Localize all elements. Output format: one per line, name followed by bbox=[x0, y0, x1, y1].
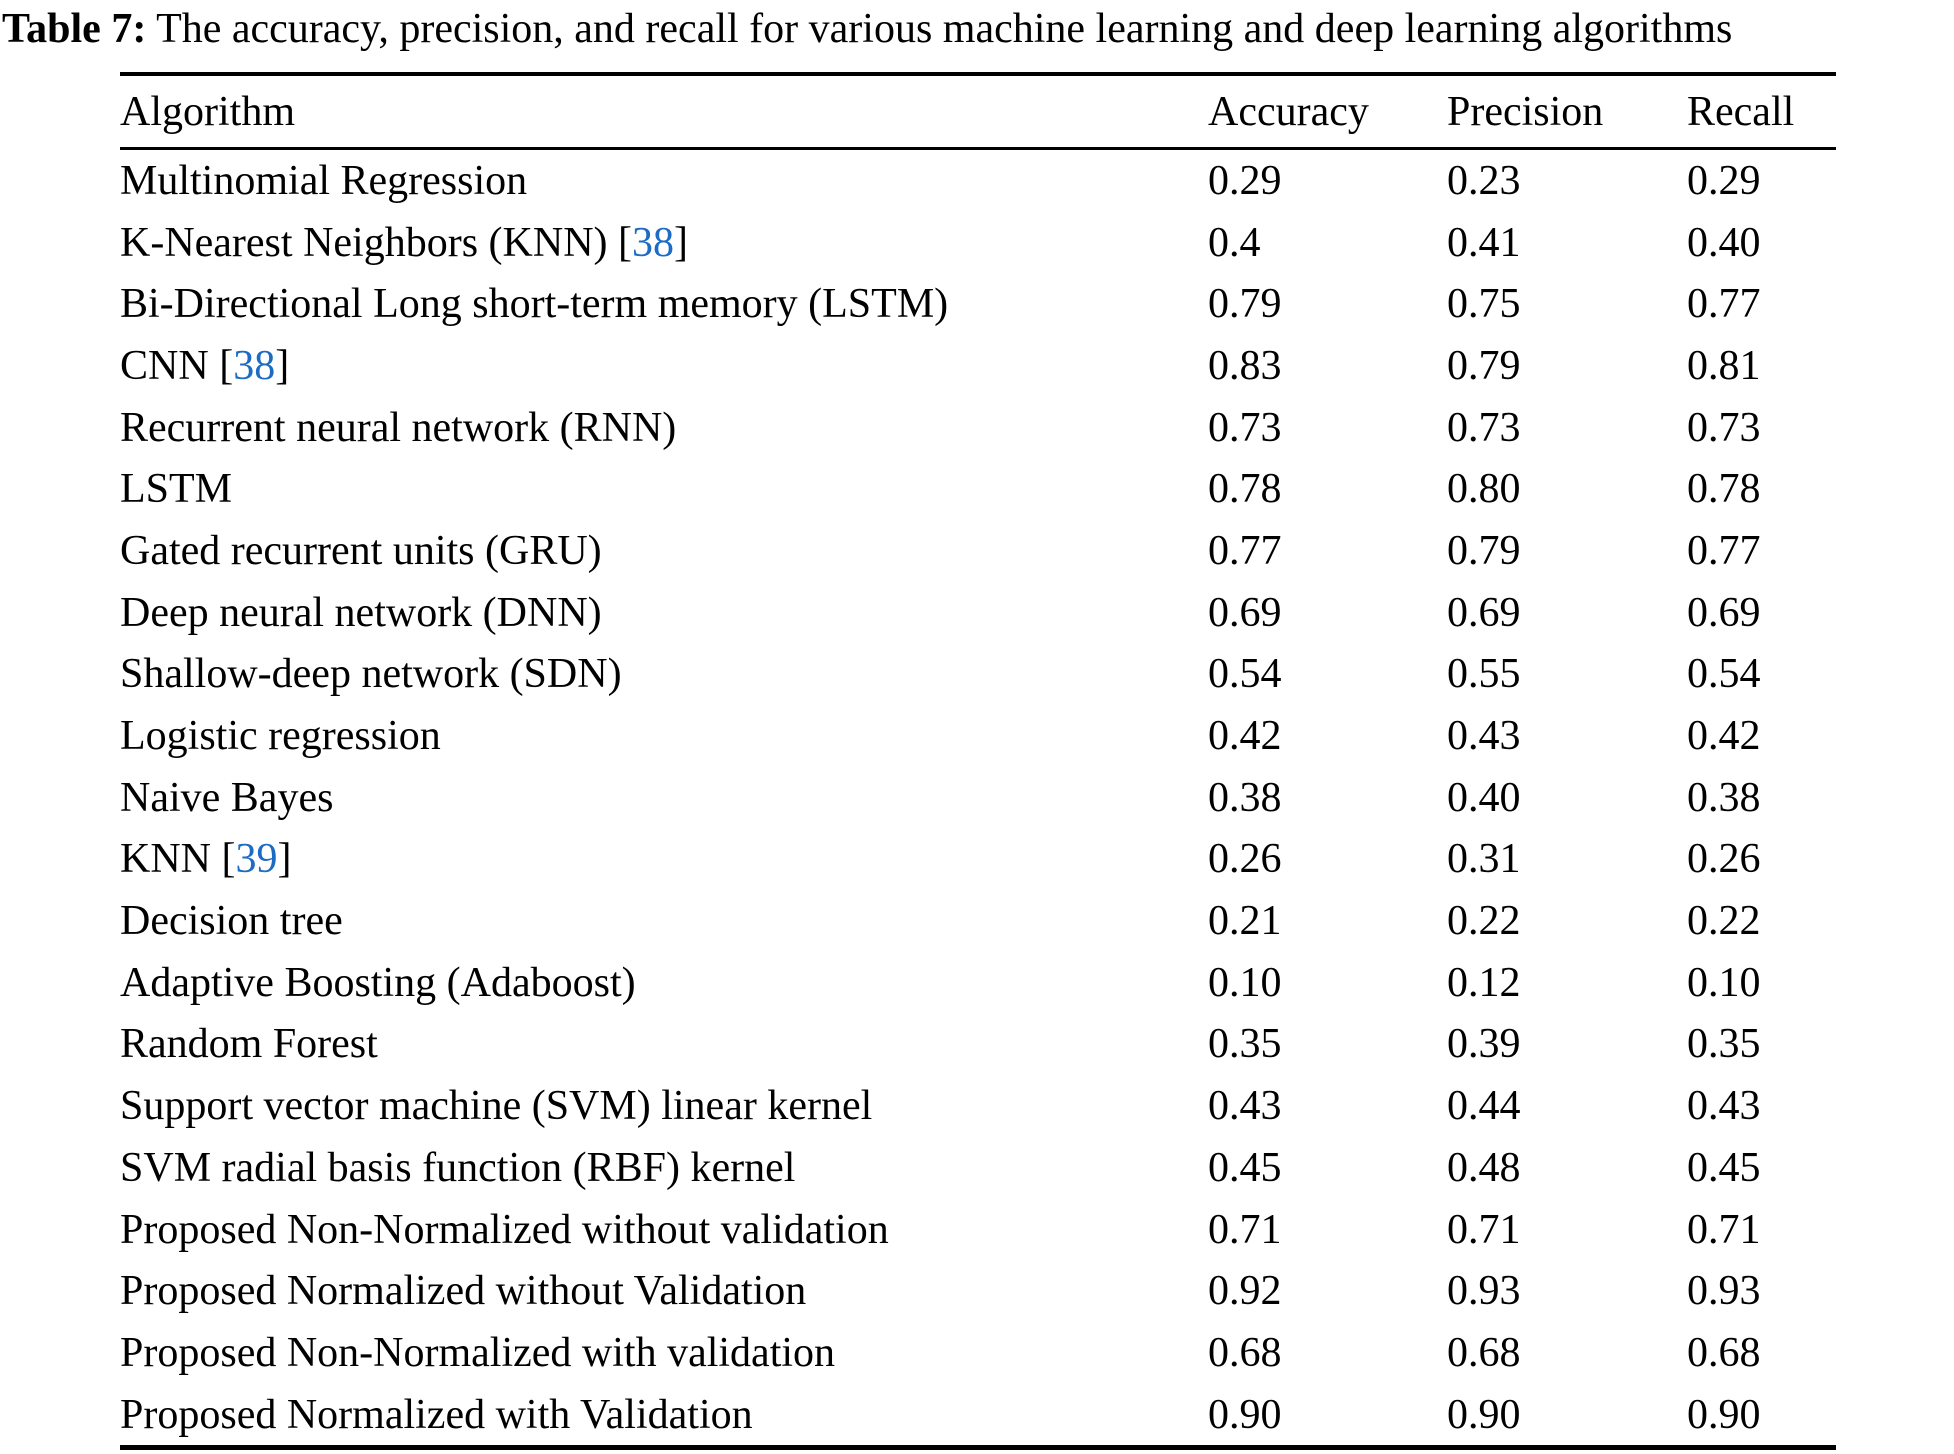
precision-value: 0.41 bbox=[1447, 219, 1521, 266]
accuracy-value: 0.73 bbox=[1208, 404, 1282, 451]
table-body bbox=[120, 150, 1836, 1450]
table-row bbox=[120, 952, 1836, 1014]
recall-value: 0.93 bbox=[1687, 1268, 1761, 1315]
citation-open-bracket: [ bbox=[211, 836, 236, 883]
recall-value: 0.43 bbox=[1687, 1083, 1761, 1130]
accuracy-value: 0.10 bbox=[1208, 959, 1282, 1006]
precision-value: 0.43 bbox=[1447, 713, 1521, 760]
citation-open-bracket: [ bbox=[208, 342, 234, 389]
recall-value: 0.77 bbox=[1687, 527, 1761, 574]
citation-link[interactable] bbox=[211, 836, 292, 882]
accuracy-value: 0.35 bbox=[1208, 1021, 1282, 1068]
algorithm-cell bbox=[120, 465, 1208, 513]
table-row bbox=[120, 1014, 1836, 1076]
citation-close-bracket: ] bbox=[674, 219, 689, 266]
accuracy-value: 0.43 bbox=[1208, 1083, 1282, 1130]
algorithm-name: Proposed Non-Normalized without validation bbox=[120, 1206, 889, 1253]
algorithm-name: Adaptive Boosting (Adaboost) bbox=[120, 959, 636, 1006]
table-row bbox=[120, 767, 1836, 829]
recall-value: 0.54 bbox=[1687, 651, 1761, 698]
precision-value: 0.93 bbox=[1447, 1268, 1521, 1315]
algorithm-name: Decision tree bbox=[120, 898, 343, 945]
table-row bbox=[120, 705, 1836, 767]
algorithm-name: Logistic regression bbox=[120, 713, 441, 760]
algorithm-cell bbox=[120, 897, 1208, 945]
table-row bbox=[120, 1199, 1836, 1261]
precision-value: 0.79 bbox=[1447, 527, 1521, 574]
table-row bbox=[120, 397, 1836, 459]
algorithm-cell bbox=[120, 1329, 1208, 1377]
column-header-precision: Precision bbox=[1447, 88, 1604, 135]
precision-value: 0.39 bbox=[1447, 1021, 1521, 1068]
recall-value: 0.81 bbox=[1687, 342, 1761, 389]
table-row bbox=[120, 273, 1836, 335]
accuracy-value: 0.29 bbox=[1208, 157, 1282, 204]
accuracy-value: 0.26 bbox=[1208, 836, 1282, 883]
table-row bbox=[120, 1137, 1836, 1199]
table-row bbox=[120, 1384, 1836, 1446]
accuracy-value: 0.68 bbox=[1208, 1329, 1282, 1376]
citation-link[interactable] bbox=[608, 220, 689, 266]
citation-close-bracket: ] bbox=[277, 836, 292, 883]
algorithm-cell bbox=[120, 1267, 1208, 1315]
precision-value: 0.12 bbox=[1447, 959, 1521, 1006]
algorithm-cell bbox=[120, 959, 1208, 1007]
citation-close-bracket: ] bbox=[275, 342, 290, 389]
table-caption-label: Table 7: bbox=[2, 6, 147, 52]
algorithm-name: Random Forest bbox=[120, 1021, 378, 1068]
table-row bbox=[120, 1322, 1836, 1384]
table-row bbox=[120, 644, 1836, 706]
algorithm-name: SVM radial basis function (RBF) kernel bbox=[120, 1144, 796, 1191]
accuracy-value: 0.83 bbox=[1208, 342, 1282, 389]
accuracy-value: 0.21 bbox=[1208, 898, 1282, 945]
precision-value: 0.22 bbox=[1447, 898, 1521, 945]
algorithm-name: Multinomial Regression bbox=[120, 157, 528, 204]
accuracy-value: 0.90 bbox=[1208, 1391, 1282, 1438]
precision-value: 0.75 bbox=[1447, 281, 1521, 328]
algorithm-cell bbox=[120, 835, 1208, 883]
table-caption bbox=[2, 2, 1732, 57]
algorithm-cell bbox=[120, 280, 1208, 328]
algorithm-cell bbox=[120, 342, 1208, 390]
algorithm-cell bbox=[120, 650, 1208, 698]
algorithm-name: Proposed Non-Normalized with validation bbox=[120, 1329, 836, 1376]
precision-value: 0.44 bbox=[1447, 1083, 1521, 1130]
precision-value: 0.55 bbox=[1447, 651, 1521, 698]
algorithm-cell bbox=[120, 1391, 1208, 1439]
precision-value: 0.79 bbox=[1447, 342, 1521, 389]
recall-value: 0.29 bbox=[1687, 157, 1761, 204]
precision-value: 0.31 bbox=[1447, 836, 1521, 883]
accuracy-value: 0.45 bbox=[1208, 1144, 1282, 1191]
recall-value: 0.68 bbox=[1687, 1329, 1761, 1376]
recall-value: 0.78 bbox=[1687, 466, 1761, 513]
algorithm-name: Bi-Directional Long short-term memory (LSTM) bbox=[120, 281, 949, 328]
recall-value: 0.22 bbox=[1687, 898, 1761, 945]
algorithm-name: Recurrent neural network (RNN) bbox=[120, 404, 677, 451]
accuracy-value: 0.79 bbox=[1208, 281, 1282, 328]
recall-value: 0.26 bbox=[1687, 836, 1761, 883]
algorithm-name: Shallow-deep network (SDN) bbox=[120, 651, 622, 698]
algorithm-name: Naive Bayes bbox=[120, 774, 334, 821]
precision-value: 0.40 bbox=[1447, 774, 1521, 821]
results-table bbox=[120, 72, 1836, 1450]
recall-value: 0.90 bbox=[1687, 1391, 1761, 1438]
algorithm-cell bbox=[120, 589, 1208, 637]
table-row bbox=[120, 212, 1836, 274]
recall-value: 0.71 bbox=[1687, 1206, 1761, 1253]
precision-value: 0.71 bbox=[1447, 1206, 1521, 1253]
recall-value: 0.35 bbox=[1687, 1021, 1761, 1068]
citation-number[interactable]: 38 bbox=[233, 342, 276, 389]
precision-value: 0.80 bbox=[1447, 466, 1521, 513]
recall-value: 0.77 bbox=[1687, 281, 1761, 328]
algorithm-name: Proposed Normalized without Validation bbox=[120, 1268, 807, 1315]
recall-value: 0.73 bbox=[1687, 404, 1761, 451]
citation-number[interactable]: 39 bbox=[235, 836, 278, 883]
column-header-algorithm: Algorithm bbox=[120, 88, 295, 135]
recall-value: 0.69 bbox=[1687, 589, 1761, 636]
recall-value: 0.45 bbox=[1687, 1144, 1761, 1191]
algorithm-name: KNN bbox=[120, 836, 211, 883]
accuracy-value: 0.78 bbox=[1208, 466, 1282, 513]
algorithm-cell bbox=[120, 712, 1208, 760]
citation-link[interactable] bbox=[209, 343, 290, 389]
table-header-row bbox=[120, 76, 1836, 150]
algorithm-cell bbox=[120, 219, 1208, 267]
algorithm-name: Deep neural network (DNN) bbox=[120, 589, 602, 636]
column-header-accuracy: Accuracy bbox=[1208, 88, 1369, 135]
accuracy-value: 0.77 bbox=[1208, 527, 1282, 574]
algorithm-name: Proposed Normalized with Validation bbox=[120, 1391, 753, 1438]
algorithm-cell bbox=[120, 404, 1208, 452]
recall-value: 0.40 bbox=[1687, 219, 1761, 266]
precision-value: 0.48 bbox=[1447, 1144, 1521, 1191]
recall-value: 0.10 bbox=[1687, 959, 1761, 1006]
recall-value: 0.42 bbox=[1687, 713, 1761, 760]
table-row bbox=[120, 890, 1836, 952]
table-row bbox=[120, 520, 1836, 582]
algorithm-name: Gated recurrent units (GRU) bbox=[120, 527, 602, 574]
accuracy-value: 0.54 bbox=[1208, 651, 1282, 698]
precision-value: 0.90 bbox=[1447, 1391, 1521, 1438]
algorithm-cell bbox=[120, 527, 1208, 575]
algorithm-cell bbox=[120, 1144, 1208, 1192]
accuracy-value: 0.69 bbox=[1208, 589, 1282, 636]
algorithm-name: K-Nearest Neighbors (KNN) bbox=[120, 219, 608, 266]
precision-value: 0.68 bbox=[1447, 1329, 1521, 1376]
accuracy-value: 0.4 bbox=[1208, 219, 1261, 266]
table-row bbox=[120, 829, 1836, 891]
algorithm-cell bbox=[120, 157, 1208, 205]
table-caption-text: The accuracy, precision, and recall for various machine learning and deep learning algorithms bbox=[146, 6, 1733, 52]
citation-number[interactable]: 38 bbox=[632, 219, 675, 266]
precision-value: 0.73 bbox=[1447, 404, 1521, 451]
algorithm-name: CNN bbox=[120, 342, 209, 389]
algorithm-cell bbox=[120, 1020, 1208, 1068]
accuracy-value: 0.42 bbox=[1208, 713, 1282, 760]
accuracy-value: 0.38 bbox=[1208, 774, 1282, 821]
table-row bbox=[120, 150, 1836, 212]
table-row bbox=[120, 458, 1836, 520]
accuracy-value: 0.92 bbox=[1208, 1268, 1282, 1315]
table-row bbox=[120, 1075, 1836, 1137]
algorithm-cell bbox=[120, 1082, 1208, 1130]
accuracy-value: 0.71 bbox=[1208, 1206, 1282, 1253]
table-row bbox=[120, 335, 1836, 397]
citation-open-bracket: [ bbox=[607, 219, 633, 266]
algorithm-cell bbox=[120, 1206, 1208, 1254]
precision-value: 0.69 bbox=[1447, 589, 1521, 636]
recall-value: 0.38 bbox=[1687, 774, 1761, 821]
precision-value: 0.23 bbox=[1447, 157, 1521, 204]
column-header-recall: Recall bbox=[1687, 88, 1795, 135]
algorithm-cell bbox=[120, 774, 1208, 822]
algorithm-name: Support vector machine (SVM) linear kernel bbox=[120, 1083, 873, 1130]
algorithm-name: LSTM bbox=[120, 466, 233, 513]
table-row bbox=[120, 1260, 1836, 1322]
table-row bbox=[120, 582, 1836, 644]
